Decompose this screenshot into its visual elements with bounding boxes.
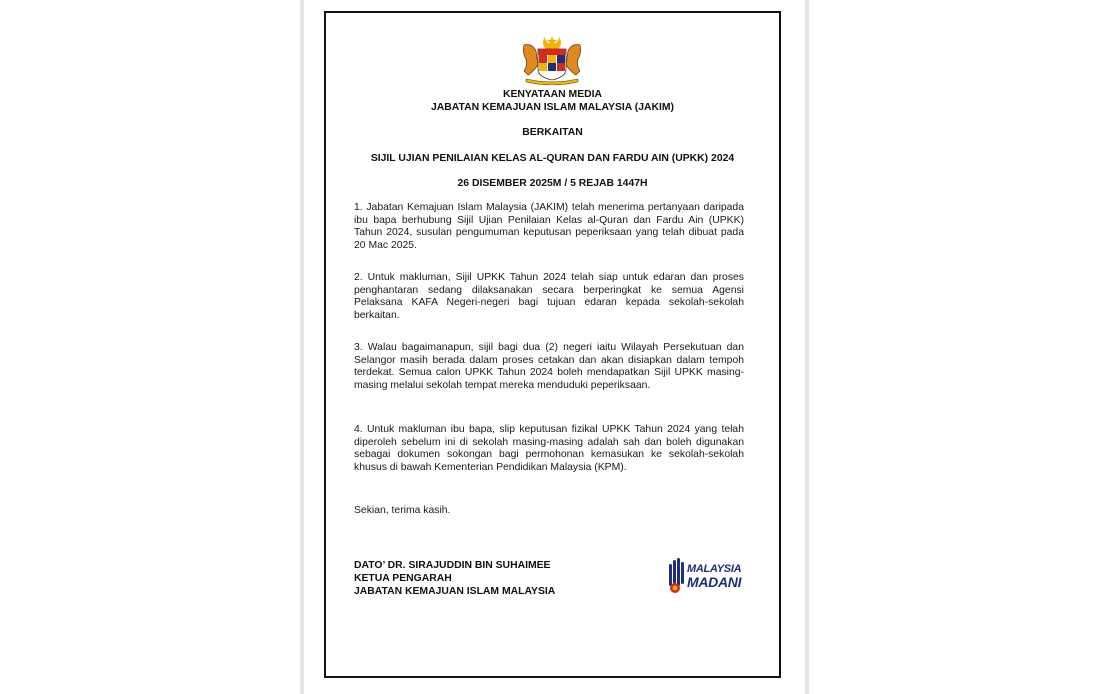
left-margin-line xyxy=(300,0,304,694)
madani-logo-line-1: MALAYSIA xyxy=(687,563,742,575)
right-margin-line xyxy=(805,0,809,694)
subject-label: BERKAITAN xyxy=(522,127,583,138)
paragraph-1: 1. Jabatan Kemajuan Islam Malaysia (JAKIM) telah menerima pertanyaan daripada ibu bapa berhubung Sijil Ujian Penilaian Kelas al-Quran dan Fardu Ain (UPKK) Tahun 2024, susulan pengumuman keputusan peperiksaan yang telah dibuat pada 20 Mac 2025. xyxy=(354,202,744,251)
press-release-page xyxy=(324,11,781,678)
signatory-organization: JABATAN KEMAJUAN ISLAM MALAYSIA xyxy=(354,586,556,597)
date-line: 26 DISEMBER 2025M / 5 REJAB 1447H xyxy=(457,178,648,189)
signatory-name: DATO’ DR. SIRAJUDDIN BIN SUHAIMEE xyxy=(354,560,551,571)
signatory-title: KETUA PENGARAH xyxy=(354,573,452,584)
title-line-1: KENYATAAN MEDIA xyxy=(502,89,603,100)
subject-heading: SIJIL UJIAN PENILAIAN KELAS AL-QURAN DAN FARDU AIN (UPKK) 2024 xyxy=(370,153,735,164)
paragraph-4: 4. Untuk makluman ibu bapa, slip keputusan fizikal UPKK Tahun 2024 yang telah diperoleh sebelum ini di sekolah masing-masing adalah sah dan boleh digunakan sebagai dokumen sokongan bagi permohonan kemasukan ke sekolah-sekolah khusus di bawah Kementerian Pendidikan Malaysia (KPM). xyxy=(354,424,744,473)
madani-emblem-icon xyxy=(667,554,687,596)
title-line-2: JABATAN KEMAJUAN ISLAM MALAYSIA (JAKIM) xyxy=(430,102,675,113)
paragraph-3: 3. Walau bagaimanapun, sijil bagi dua (2) negeri iaitu Wilayah Persekutuan dan Selangor masih berada dalam proses cetakan dan akan disiapkan dalam tempoh terdekat. Semua calon UPKK Tahun 2024 boleh mendapatkan Sijil UPKK masing-masing melalui sekolah tempat mereka menduduki peperiksaan. xyxy=(354,342,744,391)
malaysia-coat-of-arms-icon xyxy=(518,35,586,85)
closing-line: Sekian, terima kasih. xyxy=(354,505,451,516)
malaysia-madani-logo xyxy=(667,554,755,596)
paragraph-2: 2. Untuk makluman, Sijil UPKK Tahun 2024 telah siap untuk edaran dan proses penghantaran sedang dilaksanakan secara berperingkat ke semua Agensi Pelaksana KAFA Negeri-negeri bagi tujuan edaran kepada sekolah-sekolah berkaitan. xyxy=(354,272,744,321)
madani-logo-line-2: MADANI xyxy=(687,574,742,590)
